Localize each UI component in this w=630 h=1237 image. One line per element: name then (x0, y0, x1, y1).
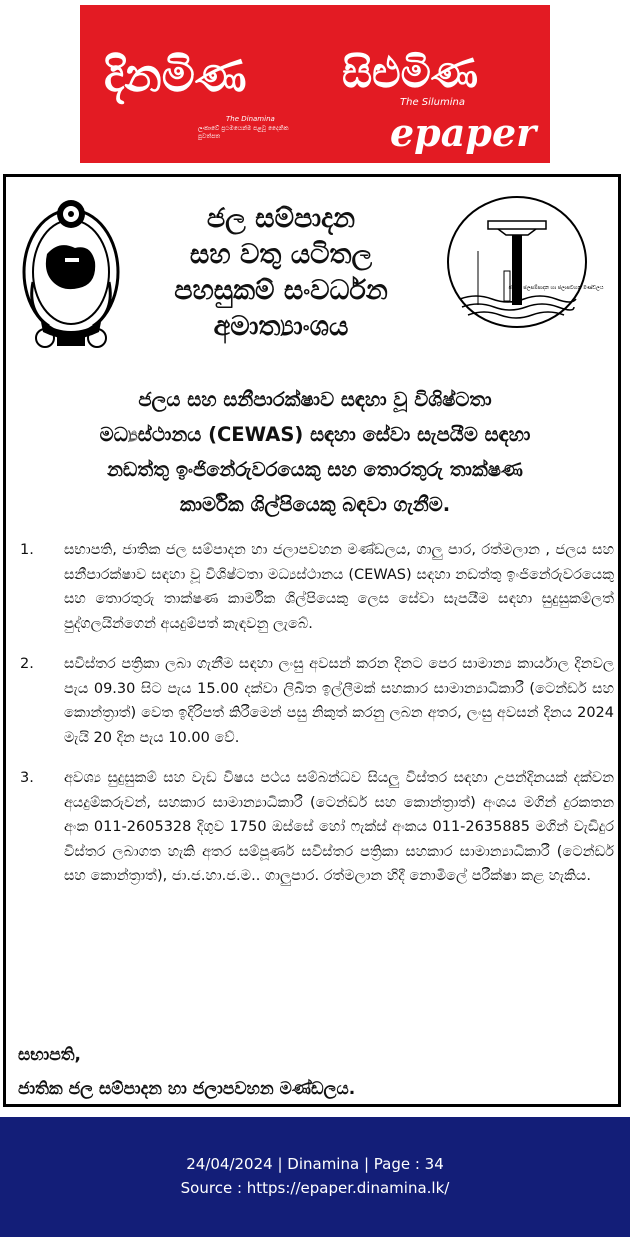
water-board-seal-icon (446, 195, 604, 330)
item-number: 3. (20, 770, 34, 786)
notice-title-line: නඩත්තු ඉංජිනේරුවරයෙකු සහ තොරතුරු තාක්ෂණ (107, 458, 523, 481)
silumina-logo-subtitle: The Silumina (400, 97, 466, 108)
masthead-banner (80, 5, 550, 163)
ministry-line: ජල සම්පාදන (206, 203, 356, 234)
notice-title-line: මධ්‍යස්ථානය (CEWAS) සඳහා සේවා සැපයීම සඳහා (99, 423, 531, 446)
ministry-line: පහසුකම් සංවර්ධන (174, 275, 388, 306)
item-text: සභාපති, ජාතික ජල සම්පාදන හා ජලාපවහන මණ්ඩලය, ගාලු පාර, රත්මලාන , ජලය සහ සනීපාරක්ෂාව සඳහා වූ විශිෂ්ටතා මධ්‍යස්ථානය (CEWAS) සඳහා නඩත්තු ඉංජිනේරුවරයෙකු සහ තොරතුරු තාක්ෂණ කාර්මික ශිල්පියෙකු ලෙස සේවා සැපයීම සඳහා සුදුසුකම්ලත් පුද්ගලයින්ගෙන් අයදුම්පත් කැඳවනු ලැබේ. (64, 542, 614, 632)
item-number: 2. (20, 656, 34, 672)
dinamina-logo-text: දිනමිණ (104, 48, 247, 102)
dinamina-logo (104, 45, 294, 140)
dinamina-logo-subtitle: The Dinamina (226, 115, 275, 123)
silumina-logo-text: සිළුමිණ (342, 48, 478, 97)
notice-title-line: කාර්මික ශිල්පියෙකු බඳවා ගැනීම. (179, 493, 451, 516)
silumina-logo (342, 45, 542, 155)
notice-item (14, 766, 614, 889)
signatory-title: සභාපති, (18, 1045, 81, 1065)
source-footer (0, 1117, 630, 1237)
ministry-line: සහ වතු යටිතල (189, 239, 373, 270)
footer-source-link[interactable]: Source : https://epaper.dinamina.lk/ (180, 1179, 450, 1197)
notice-items (14, 538, 614, 905)
item-text: සවිස්තර පත්‍රිකා ලබා ගැනීම සඳහා ලංසු අවසන් කරන දිනට පෙර සාමාන්‍ය කාර්යාල දිනවල පැය 09.30 සිට පැය 15.00 දක්වා ලිඛිත ඉල්ලීමක් සහකාර සාමාන්‍යාධිකාරී (ටෙන්ඩර් සහ කොන්ත්‍රාත්) වෙත ඉදිරිපත් කිරීමෙන් පසු නිකුත් කරනු ලබන අතර, ලංසු අවසන් දිනය 2024 මැයි 20 දින පැය 10.00 වේ. (64, 656, 614, 746)
dinamina-logo-tagline: ලංකාවේ ප්‍රථමයෙන්ම පළවූ දෛනික පුවත්පත (198, 125, 289, 140)
seal-text: ජාතික ජලසම්පාදන හා ජලාපවහන මණ්ඩලය (508, 285, 604, 291)
ministry-line: අමාත්‍යාංශය (213, 311, 349, 342)
notice-item (14, 652, 614, 750)
sri-lanka-emblem-icon (19, 192, 124, 352)
ministry-name (136, 201, 426, 345)
notice-title-line: ජලය සහ සනීපාරක්ෂාව සඳහා වූ විශිෂ්ටතා (138, 388, 492, 411)
epaper-label: epaper (390, 110, 537, 155)
item-text: අවශ්‍ය සුදුසුකම් සහ වැඩ විෂය පථය සම්බන්ධව සියලු විස්තර සඳහා උපන්දිනයක් දක්වන අයදුම්කරුවන්, සහකාර සාමාන්‍යාධිකාරී (ටෙන්ඩර් සහ කොන්ත්‍රාත්) අංශය මගින් දුරකතන අංක 011-2605328 දිගුව 1750 ඔස්සේ හෝ ෆැක්ස් අංකය 011-2635885 මගින් වැඩිදුර විස්තර ලබාගත හැකි අතර සම්පූර්ණ සවිස්තර පත්‍රිකා සහකාර සාමාන්‍යාධිකාරී (ටෙන්ඩර් සහ කොන්ත්‍රාත්), ජා.ජ.හා.ජ.ම.. ගාලුපාර. රත්මලාන හිදී නොමිලේ පරීක්ෂා කළ හැකිය. (64, 770, 614, 884)
item-number: 1. (20, 542, 34, 558)
notice-item (14, 538, 614, 636)
signatory-organization: ජාතික ජල සම්පාදන හා ජලාපවහන මණ්ඩලය. (18, 1079, 356, 1099)
tender-notice (3, 174, 621, 1107)
footer-date-page: 24/04/2024 | Dinamina | Page : 34 (186, 1155, 444, 1173)
notice-title (20, 382, 610, 522)
